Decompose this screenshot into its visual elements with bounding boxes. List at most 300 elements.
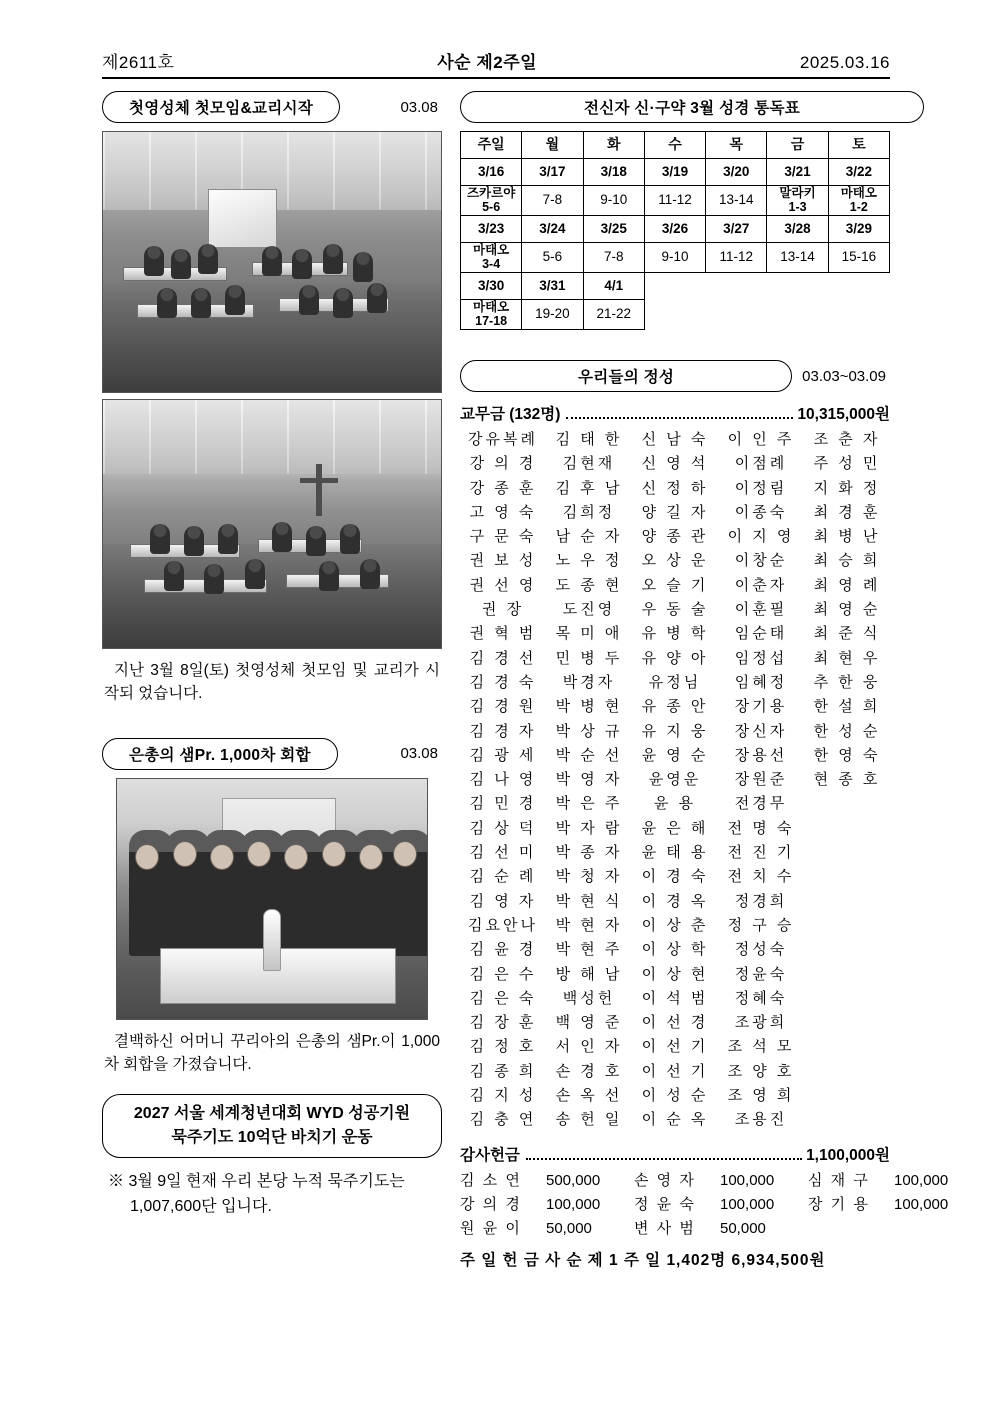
donor-name: 고 영 숙	[469, 503, 537, 521]
bible-cell: 3/25	[583, 216, 644, 243]
donor-name: 임순태	[734, 625, 788, 643]
attendee	[323, 244, 343, 274]
donor-name: 전 명 숙	[727, 819, 795, 837]
donor-name: 이점례	[734, 455, 788, 473]
dues-summary	[460, 402, 890, 424]
donor-name: 송 헌 일	[555, 1111, 623, 1129]
bible-cell: 3/20	[706, 159, 767, 186]
attendee	[171, 249, 191, 279]
donor-name: 지 화 정	[813, 479, 881, 497]
thanks-donor-amount: 500,000	[546, 1171, 601, 1189]
section-first-communion-header	[102, 91, 442, 123]
donor-name: 유 종 안	[641, 698, 709, 716]
thanks-donor-amount: 50,000	[546, 1220, 592, 1238]
donor-name: 한 설 희	[813, 698, 881, 716]
donor-name	[804, 1108, 890, 1132]
donor-name: 유 지 웅	[641, 722, 709, 740]
thanks-amount: 1,100,000원	[806, 1146, 890, 1164]
attendee	[204, 564, 224, 594]
attendee	[245, 559, 265, 589]
donor-row	[460, 914, 890, 938]
donor-name: 임정섭	[734, 649, 788, 667]
donor-name: 김 상 덕	[469, 819, 537, 837]
donor-name: 이종숙	[734, 503, 788, 521]
donor-row	[460, 1035, 890, 1059]
donor-row	[460, 695, 890, 719]
donor-name	[804, 1011, 890, 1035]
bible-cell	[767, 300, 828, 330]
bible-header-cell: 토	[828, 132, 889, 159]
donor-name: 백 영 준	[555, 1014, 623, 1032]
bible-cell: 3/21	[767, 159, 828, 186]
section-date-first-communion: 03.08	[400, 98, 438, 116]
bible-cell: 15-16	[828, 243, 889, 273]
bible-header-cell: 금	[767, 132, 828, 159]
donor-name: 손 옥 선	[555, 1087, 623, 1105]
attendee	[184, 526, 204, 556]
attendee	[306, 526, 326, 556]
donor-row	[460, 768, 890, 792]
donor-name: 박 순 선	[555, 746, 623, 764]
donor-name: 장신자	[734, 722, 788, 740]
donor-name: 전 진 기	[727, 844, 795, 862]
donor-name: 장원준	[734, 771, 788, 789]
thanks-donor-amount: 50,000	[720, 1220, 766, 1238]
donor-name: 이훈필	[734, 601, 788, 619]
donor-row	[460, 598, 890, 622]
attendee	[340, 524, 360, 554]
member-head	[284, 844, 308, 870]
donor-name: 이 순 옥	[641, 1111, 709, 1129]
attendee	[367, 283, 387, 313]
donor-name: 강 종 훈	[469, 479, 537, 497]
donor-name: 최 병 난	[813, 528, 881, 546]
donor-name: 오 슬 기	[641, 576, 709, 594]
bible-header-cell: 월	[522, 132, 583, 159]
donor-name: 권 혁 범	[469, 625, 537, 643]
donor-name: 이 인 주	[727, 431, 795, 448]
donor-name: 윤 태 용	[641, 844, 709, 862]
donor-row	[460, 428, 890, 452]
bible-header-cell: 수	[644, 132, 705, 159]
bible-cell: 3/16	[461, 159, 522, 186]
donor-name: 조 춘 자	[813, 431, 881, 448]
thanks-donor-name: 심 재 구	[808, 1171, 870, 1189]
donor-row	[460, 841, 890, 865]
section-date-praesidium: 03.08	[400, 745, 438, 762]
donor-name: 강유복례	[468, 431, 538, 448]
bible-cell: 3/28	[767, 216, 828, 243]
donor-name: 한 영 숙	[813, 746, 881, 764]
bible-row	[461, 159, 890, 186]
donor-name: 김 나 영	[469, 771, 537, 789]
member-head	[210, 844, 234, 870]
donor-name: 이 상 학	[641, 941, 709, 959]
caption-line-2: 회합을 가졌습니다.	[123, 1055, 252, 1073]
photo-praesidium-group	[116, 778, 429, 1020]
donor-name: 정 구 승	[727, 916, 795, 934]
donor-name	[804, 987, 890, 1011]
thanks-donor-name: 원 윤 이	[460, 1220, 522, 1238]
donor-name: 주 성 민	[813, 455, 881, 473]
floor-detail	[103, 283, 441, 392]
donor-row	[460, 525, 890, 549]
thanks-donor-name	[808, 1217, 894, 1241]
section-title-first-communion: 첫영성체 첫모임&교리시작	[102, 91, 340, 123]
bible-cell: 3/22	[828, 159, 889, 186]
bible-cell: 13-14	[706, 186, 767, 216]
donor-row	[460, 1084, 890, 1108]
caption-line-1: 지난 3월 8일(토) 첫영성체 첫모임 및 교리가 시작되	[104, 662, 440, 703]
bible-header-cell: 화	[583, 132, 644, 159]
donor-name: 강 의 경	[469, 455, 537, 473]
thanks-offering-list	[460, 1169, 949, 1242]
donor-row	[460, 792, 890, 816]
bible-cell: 5-6	[522, 243, 583, 273]
donor-name: 신 정 하	[641, 479, 709, 497]
thanks-row	[460, 1169, 949, 1193]
donor-name: 장용선	[734, 746, 788, 764]
donor-name: 김 경 자	[469, 722, 537, 740]
bible-cell: 즈카르야 5-6	[461, 186, 522, 216]
ceiling-detail	[103, 400, 441, 474]
donor-name: 박 은 주	[555, 795, 623, 813]
caption-first-communion	[104, 659, 440, 706]
issue-number: 제2611호	[102, 53, 175, 72]
bible-cell: 11-12	[644, 186, 705, 216]
photo-classroom-rear	[102, 399, 442, 649]
donor-name: 최 준 식	[813, 625, 881, 643]
donor-name: 김 민 경	[469, 795, 537, 813]
donor-name	[804, 1035, 890, 1059]
donor-name: 양 길 자	[641, 503, 709, 521]
donor-name: 정성숙	[734, 941, 788, 959]
thanks-donor-amount: 100,000	[894, 1171, 949, 1189]
member-head	[322, 841, 346, 867]
donor-row	[460, 865, 890, 889]
attendee	[157, 288, 177, 318]
bible-cell: 4/1	[583, 273, 644, 300]
thanks-donor-name: 변 사 범	[634, 1220, 696, 1238]
thanks-donor-name: 정 윤 숙	[634, 1195, 696, 1213]
donor-name: 박 청 자	[555, 868, 623, 886]
donor-row	[460, 501, 890, 525]
donor-name: 최 현 우	[813, 649, 881, 667]
bible-header-cell: 주일	[461, 132, 522, 159]
attendee	[333, 288, 353, 318]
dots-leader	[526, 1157, 802, 1160]
bible-cell: 3/30	[461, 273, 522, 300]
attendee	[144, 246, 164, 276]
donor-name: 권 장	[481, 601, 525, 619]
donor-row	[460, 1108, 890, 1132]
donor-name: 권 보 성	[469, 552, 537, 570]
thanks-donor-amount: 100,000	[720, 1195, 775, 1213]
thanks-donor-name: 강 의 경	[460, 1195, 522, 1213]
donor-name: 박 상 규	[555, 722, 623, 740]
crucifix	[316, 464, 322, 516]
donor-name: 김 후 남	[555, 479, 623, 497]
donor-name: 김 영 자	[469, 892, 537, 910]
donor-name: 이 경 숙	[641, 868, 709, 886]
section-offering-header	[460, 360, 890, 392]
donor-name: 신 남 숙	[641, 431, 709, 448]
donor-name: 김요안나	[468, 916, 538, 934]
attendee	[360, 559, 380, 589]
bible-cell: 11-12	[706, 243, 767, 273]
donor-name	[804, 890, 890, 914]
donor-name	[804, 792, 890, 816]
bible-row	[461, 216, 890, 243]
donor-name: 윤 은 해	[641, 819, 709, 837]
donor-name: 조광희	[734, 1014, 788, 1032]
sunday-collection-line: 주 일 헌 금 사 순 제 1 주 일 1,402명 6,934,500원	[460, 1251, 826, 1269]
bible-cell	[828, 300, 889, 330]
bible-cell: 3/31	[522, 273, 583, 300]
bible-cell: 21-22	[583, 300, 644, 330]
bible-cell	[706, 273, 767, 300]
attendee	[191, 288, 211, 318]
donor-name	[804, 841, 890, 865]
donor-name: 최 경 훈	[813, 503, 881, 521]
donor-name: 한 성 순	[813, 722, 881, 740]
bible-cell: 3/18	[583, 159, 644, 186]
donor-name: 이춘자	[734, 576, 788, 594]
caption-praesidium	[104, 1030, 440, 1077]
donor-name: 박 현 자	[555, 916, 623, 934]
thanks-donor-amount	[894, 1217, 982, 1241]
bible-cell: 마태오 17-18	[461, 300, 522, 330]
notice-line-1: 2027 서울 세계청년대회 WYD 성공기원	[133, 1105, 411, 1122]
donor-name: 남 순 자	[555, 528, 623, 546]
donor-name: 박 영 자	[555, 771, 623, 789]
donor-name: 윤영운	[648, 771, 702, 789]
donor-name: 김 경 원	[469, 698, 537, 716]
donor-name: 권 선 영	[469, 576, 537, 594]
right-column	[460, 91, 949, 1270]
donor-name: 유 양 아	[641, 649, 709, 667]
bible-cell	[644, 300, 705, 330]
bible-cell: 3/23	[461, 216, 522, 243]
donor-row	[460, 549, 890, 573]
donor-name: 유 병 학	[641, 625, 709, 643]
donor-name: 백성헌	[562, 989, 616, 1007]
dots-leader	[566, 416, 793, 419]
thanks-row	[460, 1217, 890, 1241]
donor-name: 신 영 석	[641, 455, 709, 473]
donor-row	[460, 817, 890, 841]
bible-reading-table	[460, 131, 890, 330]
thanks-label: 감사헌금	[460, 1146, 520, 1164]
donor-name: 이 상 춘	[641, 916, 709, 934]
donor-name: 서 인 자	[555, 1038, 623, 1056]
donor-name: 민 병 두	[555, 649, 623, 667]
bible-cell: 3/17	[522, 159, 583, 186]
attendee	[319, 561, 339, 591]
bible-row	[461, 273, 890, 300]
dues-amount: 10,315,000원	[797, 406, 890, 423]
donor-name: 윤 영 순	[641, 746, 709, 764]
donor-name: 이 성 순	[641, 1087, 709, 1105]
donor-name: 이정림	[734, 479, 788, 497]
donor-name	[804, 1084, 890, 1108]
bible-cell: 3/24	[522, 216, 583, 243]
donor-row	[460, 622, 890, 646]
left-column	[102, 91, 442, 1270]
bible-cell	[644, 273, 705, 300]
marian-statue	[263, 909, 281, 971]
donor-name: 유정님	[648, 673, 702, 691]
donor-name: 도진영	[562, 601, 616, 619]
donor-name	[804, 938, 890, 962]
donor-row	[460, 987, 890, 1011]
donor-name: 조 영 희	[727, 1087, 795, 1105]
dues-label: 교무금 (132명)	[460, 406, 561, 423]
donor-name: 임혜정	[734, 673, 788, 691]
section-title-bible-schedule: 전신자 신·구약 3월 성경 통독표	[460, 91, 924, 123]
donor-name: 김 지 성	[469, 1087, 537, 1105]
donor-name: 김 순 례	[469, 868, 537, 886]
bible-cell: 마태오 1-2	[828, 186, 889, 216]
donor-name: 박 자 람	[555, 819, 623, 837]
thanks-summary	[460, 1143, 890, 1165]
donor-name: 손 경 호	[555, 1062, 623, 1080]
bible-cell	[767, 273, 828, 300]
floor-detail	[103, 544, 441, 648]
donor-name	[804, 1060, 890, 1084]
bible-cell: 7-8	[583, 243, 644, 273]
donor-name-list	[460, 428, 890, 1133]
caption-line-1: 결백하신 어머니 꾸리아의 은총의 샘Pr.이 1,000차	[104, 1032, 440, 1073]
bible-cell: 3/26	[644, 216, 705, 243]
donor-row	[460, 1060, 890, 1084]
attendee	[353, 252, 373, 282]
donor-name: 노 우 정	[555, 552, 623, 570]
donor-name: 이 경 옥	[641, 892, 709, 910]
donor-name: 조 석 모	[727, 1038, 795, 1056]
notice-body-2: 1,007,600단 입니다.	[130, 1197, 272, 1215]
bible-row	[461, 243, 890, 273]
bible-cell	[828, 273, 889, 300]
member-head	[359, 844, 383, 870]
donor-row	[460, 452, 890, 476]
attendee	[225, 285, 245, 315]
donor-name: 정혜숙	[734, 989, 788, 1007]
bible-cell: 마태오 3-4	[461, 243, 522, 273]
bible-cell: 9-10	[583, 186, 644, 216]
donor-name: 이 상 현	[641, 965, 709, 983]
bible-header-cell: 목	[706, 132, 767, 159]
donor-name: 김 경 숙	[469, 673, 537, 691]
donor-name: 이 선 기	[641, 1062, 709, 1080]
donor-name: 김 태 한	[555, 431, 623, 448]
thanks-donor-name: 김 소 연	[460, 1171, 522, 1189]
bible-cell: 3/29	[828, 216, 889, 243]
donor-name: 김 정 호	[469, 1038, 537, 1056]
donor-name	[804, 963, 890, 987]
photo-classroom-front	[102, 131, 442, 393]
donor-name: 이 석 범	[641, 989, 709, 1007]
donor-name: 오 상 운	[641, 552, 709, 570]
donor-row	[460, 890, 890, 914]
donor-name: 박 현 주	[555, 941, 623, 959]
section-title-praesidium: 은총의 샘Pr. 1,000차 회합	[102, 738, 338, 770]
donor-name: 김 충 연	[469, 1111, 537, 1129]
attendee	[164, 561, 184, 591]
donor-name: 전 치 수	[727, 868, 795, 886]
liturgical-title: 사순 제2주일	[437, 53, 538, 72]
donor-name: 추 한 웅	[813, 673, 881, 691]
donor-name: 박 종 자	[555, 844, 623, 862]
donor-name: 김 윤 경	[469, 941, 537, 959]
donor-name: 이 선 경	[641, 1014, 709, 1032]
attendee	[299, 285, 319, 315]
attendee	[218, 524, 238, 554]
donor-name: 구 문 숙	[469, 528, 537, 546]
donor-row	[460, 477, 890, 501]
masthead	[60, 0, 932, 77]
bible-cell: 9-10	[644, 243, 705, 273]
donor-name	[804, 914, 890, 938]
donor-name: 이 선 기	[641, 1038, 709, 1056]
donor-name	[804, 865, 890, 889]
thanks-donor-name: 손 영 자	[634, 1171, 696, 1189]
bible-row	[461, 186, 890, 216]
bible-header-row	[461, 132, 890, 159]
donor-name: 김 선 미	[469, 844, 537, 862]
donor-row	[460, 647, 890, 671]
bible-cell: 13-14	[767, 243, 828, 273]
donor-row	[460, 671, 890, 695]
thanks-row	[460, 1193, 949, 1217]
donor-row	[460, 963, 890, 987]
donor-name: 이 지 영	[727, 528, 795, 546]
donor-name: 도 종 현	[555, 576, 623, 594]
bible-cell: 3/27	[706, 216, 767, 243]
donor-row	[460, 574, 890, 598]
thanks-donor-amount: 100,000	[546, 1195, 601, 1213]
donor-name: 김희정	[562, 503, 616, 521]
donor-name: 최 영 순	[813, 601, 881, 619]
donor-name: 최 영 례	[813, 576, 881, 594]
donor-name: 김 광 세	[469, 746, 537, 764]
donor-name: 방 해 남	[555, 965, 623, 983]
attendee	[198, 244, 218, 274]
section-bible-header	[460, 91, 890, 123]
thanks-donor-amount: 100,000	[720, 1171, 775, 1189]
bible-row	[461, 300, 890, 330]
attendee	[262, 246, 282, 276]
section-title-offering: 우리들의 정성	[460, 360, 792, 392]
donor-name: 장기용	[734, 698, 788, 716]
donor-name: 목 미 애	[555, 625, 623, 643]
donor-name: 현 종 호	[813, 771, 881, 789]
thanks-donor-amount: 100,000	[894, 1195, 949, 1213]
notice-line-2: 묵주기도 10억단 바치기 운동	[171, 1129, 373, 1146]
caption-line-2: 었습니다.	[138, 685, 203, 703]
donor-name: 김 경 선	[469, 649, 537, 667]
thanks-donor-name: 장 기 용	[808, 1195, 870, 1213]
donor-name: 정윤숙	[734, 965, 788, 983]
donor-name: 김 장 훈	[469, 1014, 537, 1032]
donor-name: 박 병 현	[555, 698, 623, 716]
notice-body-1: ※ 3월 9일 현재 우리 본당 누적 묵주기도는	[108, 1173, 405, 1190]
notice-wyd-body	[108, 1170, 436, 1220]
donor-name: 이창순	[734, 552, 788, 570]
publication-date: 2025.03.16	[799, 53, 890, 72]
donor-name: 박 현 식	[555, 892, 623, 910]
bible-cell	[706, 300, 767, 330]
